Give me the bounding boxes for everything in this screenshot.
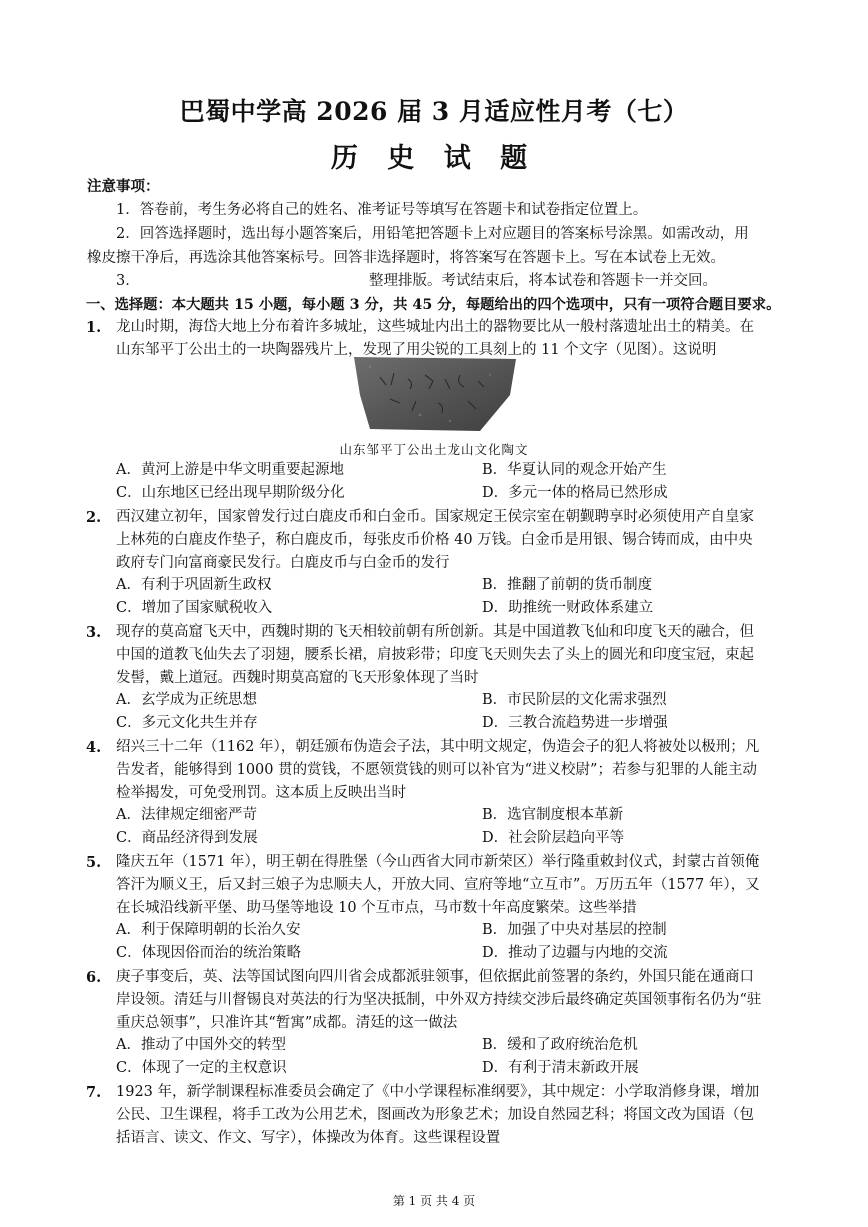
question-number: 2. xyxy=(86,509,102,526)
option-b: B．推翻了前朝的货币制度 xyxy=(482,577,653,593)
note-3: 3． xyxy=(116,273,140,289)
question-text: 1923 年，新学制课程标准委员会确定了《中小学课程标准纲要》，其中规定：小学取消修身课，增加 xyxy=(116,1084,760,1100)
question-number: 7. xyxy=(86,1084,102,1101)
question-text: 绍兴三十二年（1162 年），朝廷颁布伪造会子法，其中明文规定，伪造会子的犯人将被处以极刑；凡 xyxy=(116,739,760,755)
question-text: 龙山时期，海岱大地上分布着许多城址，这些城址内出土的器物要比从一般村落遗址出土的精美。在 xyxy=(116,319,754,335)
question-text: 告发者，能够得到 1000 贯的赏钱，不愿领赏钱的则可以补官为“进义校尉”；若参与犯罪的人能主动 xyxy=(116,762,757,778)
question-text: 西汉建立初年，国家曾发行过白鹿皮币和白金币。国家规定王侯宗室在朝觐聘享时必须使用产自皇家 xyxy=(116,509,754,525)
option-c: C．体现了一定的主权意识 xyxy=(116,1060,287,1076)
page-footer: 第 1 页 共 4 页 xyxy=(392,1194,476,1208)
question-number: 1. xyxy=(86,319,102,336)
question-text: 岸设领。清廷与川督锡良对英法的行为坚决抵制，中外双方持续交涉后最终确定英国领事衔名仍为“驻 xyxy=(116,992,762,1008)
option-a: A．有利于巩固新生政权 xyxy=(116,577,272,593)
notes-heading: 注意事项： xyxy=(87,178,160,195)
question-text: 公民、卫生课程，将手工改为公用艺术，图画改为形象艺术；加设自然园艺科；将国文改为国语（包 xyxy=(116,1107,754,1123)
note-1: 1．答卷前，考生务必将自己的姓名、准考证号等填写在答题卡和试卷指定位置上。 xyxy=(116,202,648,218)
option-b: B．市民阶层的文化需求强烈 xyxy=(482,692,667,708)
question-text: 重庆总领事”，只准许其“暂寓”成都。清廷的这一做法 xyxy=(116,1015,458,1031)
question-text: 庚子事变后，英、法等国试图向四川省会成都派驻领事，但依据此前签署的条约，外国只能在通商口 xyxy=(116,969,754,985)
section-heading: 一、选择题：本大题共 15 小题，每小题 3 分，共 45 分，每题给出的四个选项中，只有一项符合题目要求。 xyxy=(86,297,781,313)
option-a: A．法律规定细密严苛 xyxy=(116,807,257,823)
question-number: 5. xyxy=(86,854,102,871)
option-d: D．有利于清末新政开展 xyxy=(482,1060,639,1076)
question-text: 隆庆五年（1571 年），明王朝在得胜堡（今山西省大同市新荣区）举行隆重敕封仪式，封蒙古首领俺 xyxy=(116,854,760,870)
question-number: 3. xyxy=(86,624,102,641)
option-a: A．黄河上游是中华文明重要起源地 xyxy=(116,462,344,478)
pottery-shard-image xyxy=(350,355,518,433)
option-d: D．助推统一财政体系建立 xyxy=(482,600,654,616)
option-d: D．推动了边疆与内地的交流 xyxy=(482,945,668,961)
option-c: C．山东地区已经出现早期阶级分化 xyxy=(116,485,345,501)
question-text: 政府专门向富商豪民发行。白鹿皮币与白金币的发行 xyxy=(116,555,450,571)
figure-caption: 山东邹平丁公出土龙山文化陶文 xyxy=(339,442,529,457)
question-text: 山东邹平丁公出土的一块陶器残片上，发现了用尖锐的工具刻上的 11 个文字（见图）。这说明 xyxy=(116,342,717,358)
question-text: 中国的道教飞仙失去了羽翅，腰系长裙，肩披彩带；印度飞天则失去了头上的圆光和印度宝冠，束起 xyxy=(116,647,754,663)
option-b: B．缓和了政府统治危机 xyxy=(482,1037,638,1053)
question-text: 在长城沿线新平堡、助马堡等地设 10 个互市点，马市数十年高度繁荣。这些举措 xyxy=(116,900,637,916)
option-a: A．玄学成为正统思想 xyxy=(116,692,257,708)
option-b: B．华夏认同的观念开始产生 xyxy=(482,462,667,478)
note-2: 2．回答选择题时，选出每小题答案后，用铅笔把答题卡上对应题目的答案标号涂黑。如需改动，用 xyxy=(116,226,749,242)
option-a: A．推动了中国外交的转型 xyxy=(116,1037,286,1053)
option-c: C．商品经济得到发展 xyxy=(116,830,258,846)
question-number: 6. xyxy=(86,969,102,986)
question-text: 上林苑的白鹿皮作垫子，称白鹿皮币，每张皮币价格 40 万钱。白金币是用银、锡合铸而成，由中央 xyxy=(116,532,753,548)
question-text: 检举揭发，可免受刑罚。这本质上反映出当时 xyxy=(116,785,406,801)
option-d: D．社会阶层趋向平等 xyxy=(482,830,625,846)
subject-title: 历 史 试 题 xyxy=(330,143,538,174)
question-text: 括语言、读文、作文、写字），体操改为体育。这些课程设置 xyxy=(116,1130,501,1146)
question-number: 4. xyxy=(86,739,102,756)
note-2-cont: 橡皮擦干净后，再选涂其他答案标号。回答非选择题时，将答案写在答题卡上。写在本试卷上无效。 xyxy=(87,250,725,266)
question-text: 答汗为顺义王，后又封三娘子为忠顺夫人，开放大同、宣府等地“立互市”。万历五年（1577 年），又 xyxy=(116,877,760,893)
option-c: C．多元文化共生并存 xyxy=(116,715,258,731)
option-c: C．体现因俗而治的统治策略 xyxy=(116,945,302,961)
option-c: C．增加了国家赋税收入 xyxy=(116,600,273,616)
option-b: B．选官制度根本革新 xyxy=(482,807,624,823)
question-text: 发髻，戴上道冠。西魏时期莫高窟的飞天形象体现了当时 xyxy=(116,670,479,686)
option-d: D．多元一体的格局已然形成 xyxy=(482,485,668,501)
option-d: D．三教合流趋势进一步增强 xyxy=(482,715,668,731)
question-text: 现存的莫高窟飞天中，西魏时期的飞天相较前朝有所创新。其是中国道教飞仙和印度飞天的融合，但 xyxy=(116,624,754,640)
option-b: B．加强了中央对基层的控制 xyxy=(482,922,667,938)
note-3-cont: 整理排版。考试结束后，将本试卷和答题卡一并交回。 xyxy=(369,273,717,289)
option-a: A．利于保障明朝的长治久安 xyxy=(116,922,301,938)
exam-title: 巴蜀中学高 2026 届 3 月适应性月考（七） xyxy=(179,97,689,126)
